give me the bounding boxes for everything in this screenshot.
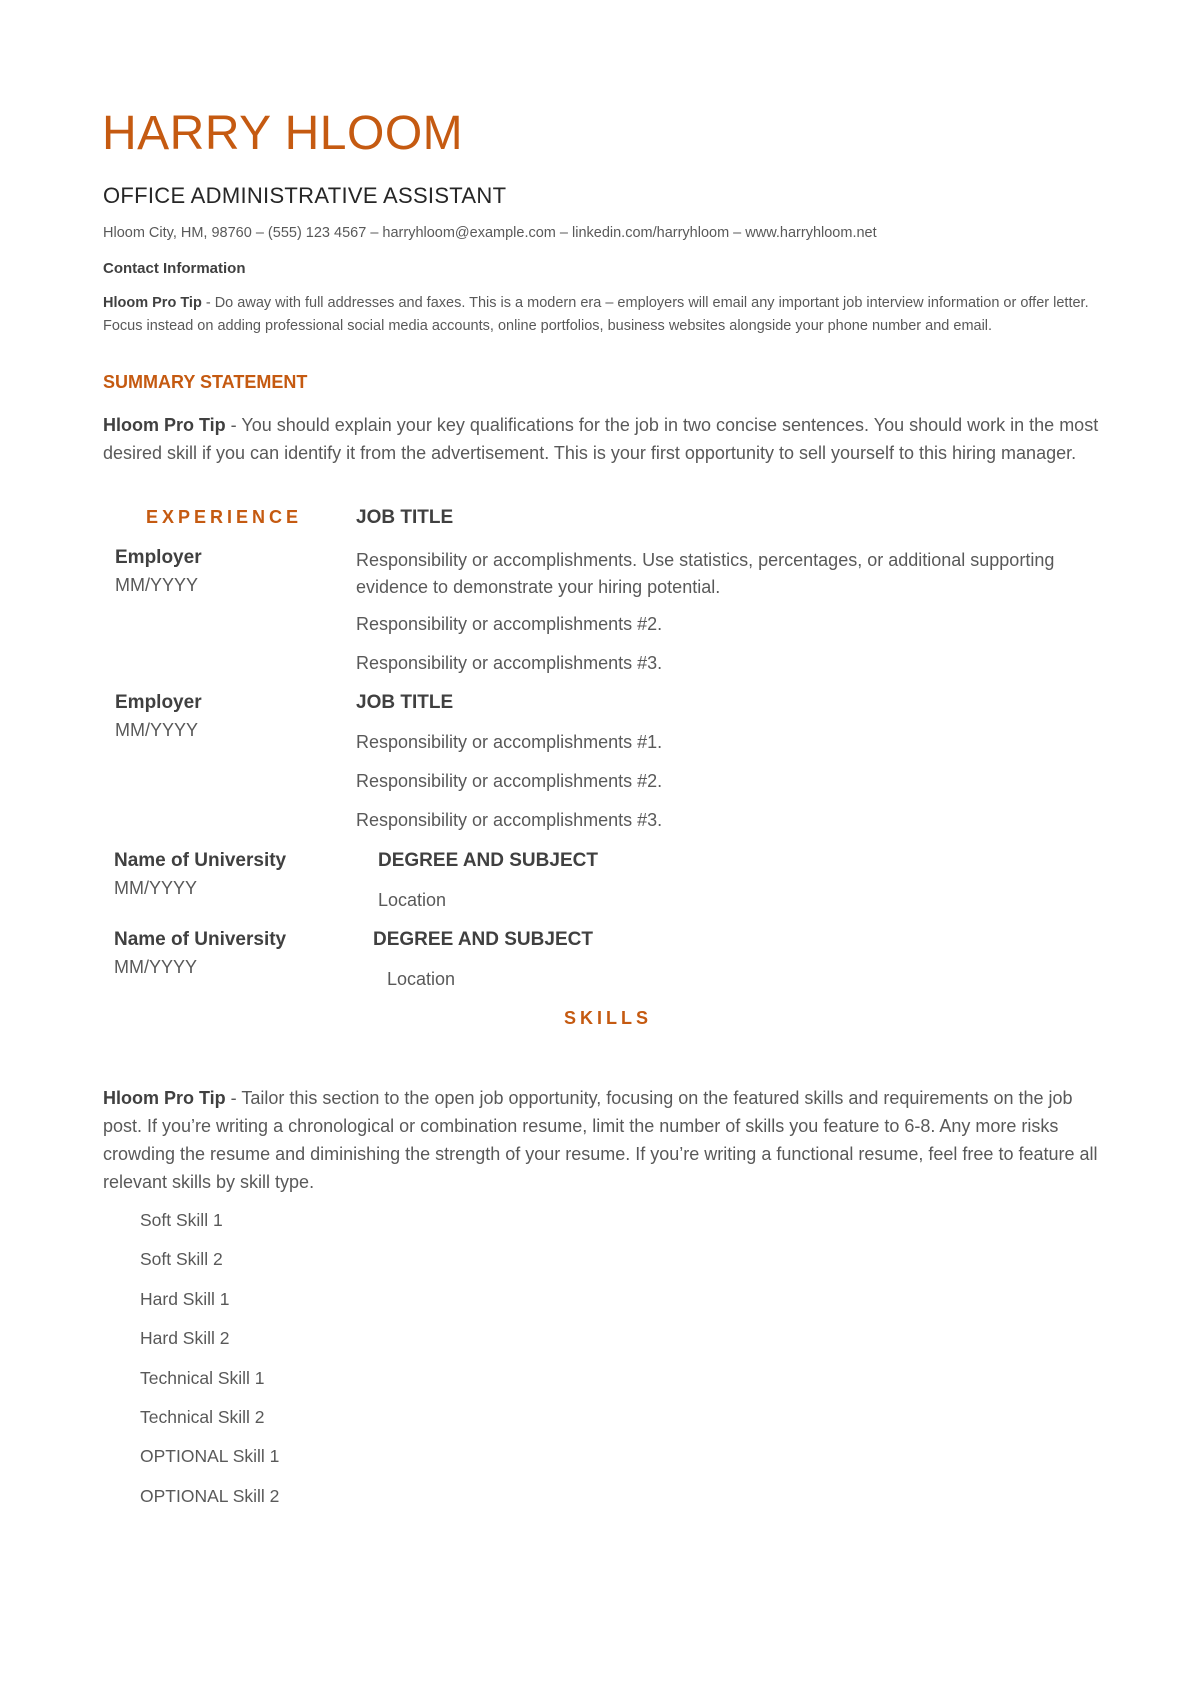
employment-date: MM/YYYY [115, 720, 199, 740]
skill-item: OPTIONAL Skill 2 [140, 1486, 280, 1506]
summary-tip [103, 411, 1103, 467]
skill-item: Hard Skill 2 [140, 1328, 230, 1348]
job-title-subtitle: OFFICE ADMINISTRATIVE ASSISTANT [103, 183, 507, 208]
employer-name: Employer [115, 547, 202, 568]
contact-line: Hloom City, HM, 98760 – (555) 123 4567 – harryhloom@example.com – linkedin.com/harryhloom – www.harryhloom.net [103, 225, 877, 241]
degree-subject: DEGREE AND SUBJECT [373, 929, 593, 950]
responsibility-item: Responsibility or accomplishments #3. [356, 653, 663, 673]
responsibility-item: Responsibility or accomplishments #2. [356, 771, 663, 791]
skill-item: Soft Skill 1 [140, 1210, 223, 1230]
responsibility-item: Responsibility or accomplishments. Use statistics, percentages, or additional supporting evidence to demonstrate your hiring potential. [356, 550, 1055, 597]
skill-item: Hard Skill 1 [140, 1289, 230, 1309]
university-name: Name of University [114, 929, 287, 950]
skill-item: OPTIONAL Skill 1 [140, 1446, 280, 1466]
education-date: MM/YYYY [114, 957, 198, 977]
skill-item: Technical Skill 1 [140, 1368, 265, 1388]
contact-tip-label: Hloom Pro Tip [103, 295, 202, 311]
skills-tip-text: - Tailor this section to the open job opportunity, focusing on the featured skills and requirements on the job post. If you’re writing a chronological or combination resume, limit the number of skills you feature to 6-8. Any more risks crowding the resume and diminishing the strength of your resume. If you’re writing a functional resume, feel free to feature all relevant skills by skill type. [103, 1088, 1098, 1192]
education-location: Location [378, 890, 447, 910]
job-title: JOB TITLE [356, 692, 454, 713]
responsibility-item: Responsibility or accomplishments #3. [356, 810, 663, 830]
summary-heading: SUMMARY STATEMENT [103, 372, 308, 392]
education-date: MM/YYYY [114, 878, 198, 898]
contact-tip [103, 292, 1103, 338]
degree-subject: DEGREE AND SUBJECT [378, 850, 598, 871]
skills-heading: SKILLS [564, 1008, 653, 1028]
skills-tip [103, 1084, 1103, 1196]
skill-item: Soft Skill 2 [140, 1249, 223, 1269]
resume-name: HARRY HLOOM [102, 107, 464, 160]
responsibility-item: Responsibility or accomplishments #1. [356, 732, 663, 752]
summary-tip-label: Hloom Pro Tip [103, 415, 226, 435]
experience-heading: EXPERIENCE [146, 507, 303, 527]
contact-tip-text: - Do away with full addresses and faxes. This is a modern era – employers will email any important job interview information or offer letter. Focus instead on adding professional social media accounts, online portfolios, business websites alongside your phone number and email. [103, 295, 1089, 334]
responsibility-item: Responsibility or accomplishments #2. [356, 614, 663, 634]
summary-tip-text: - You should explain your key qualifications for the job in two concise sentences. You should work in the most desired skill if you can identify it from the advertisement. This is your first opportunity to sell yourself to this hiring manager. [103, 415, 1099, 463]
university-name: Name of University [114, 850, 287, 871]
job-title: JOB TITLE [356, 507, 454, 528]
employer-name: Employer [115, 692, 202, 713]
skill-item: Technical Skill 2 [140, 1407, 265, 1427]
skills-tip-label: Hloom Pro Tip [103, 1088, 226, 1108]
contact-heading: Contact Information [103, 260, 246, 277]
employment-date: MM/YYYY [115, 575, 199, 595]
education-location: Location [387, 969, 456, 989]
